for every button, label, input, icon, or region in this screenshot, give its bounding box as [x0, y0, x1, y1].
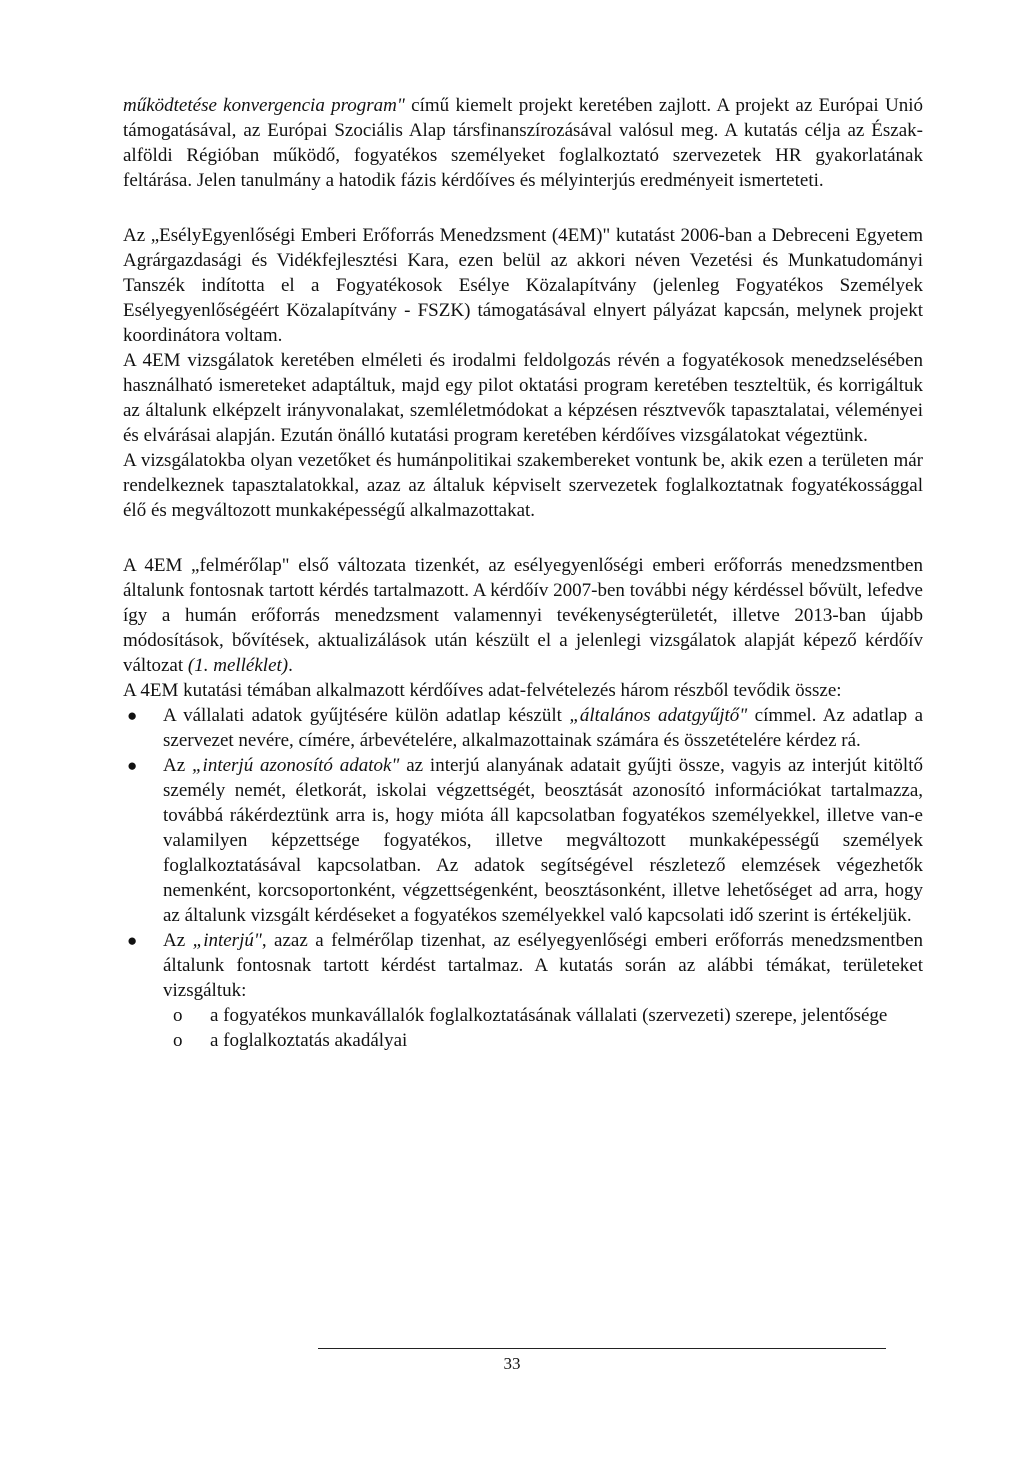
paragraph-data-collection-intro: A 4EM kutatási témában alkalmazott kérdőíves adat-felvételezés három részből tevődik össze: — [123, 680, 842, 701]
list-item-text: Az — [163, 755, 192, 776]
italic-program-name: működtetése konvergencia program" — [123, 95, 405, 116]
paragraph-text: A 4EM „felmérőlap" első változata tizenkét, az esélyegyenlőségi emberi erőforrás menedzsmentben általunk fontosnak tartott kérdés tartalmazott. A kérdőív 2007-ben további négy kérdéssel bővült, lefedve így a humán erőforrás menedzsment valamennyi tevékenységterületét, illetve 2013-ban újabb módosítások, bővítések, aktualizálások után készült el a jelenlegi vizsgálatok alapját képező kérdőív változat — [123, 555, 923, 676]
circle-bullet-icon: o — [173, 1030, 183, 1051]
page-body — [123, 93, 923, 1053]
list-item-italic: „általános adatgyűjtő" — [569, 705, 748, 726]
bullet-list — [123, 703, 923, 1003]
footer-divider — [318, 1348, 886, 1349]
list-item-text: az interjú alanyának adatait gyűjti össze, vagyis az interjút kitöltő személy nemét, életkorát, iskolai végzettségét, beosztását azonosító információkat tartalmazza, továbbá rákérdeztünk arra is, hogy mióta áll kapcsolatban fogyatékos személyekkel, illetve van-e valamilyen képzettsége fogyatékos, illetve megváltozott munkaképességű személyek foglalkoztatásával kapcsolatban. Az adatok segítségével részletező elemzések végezhetők nemenként, korcsoportonként, végzettségenként, beosztásonként, illetve lehetőséget ad arra, hogy az általunk vizsgált kérdéseket a fogyatékos személyekkel való kapcsolati idő szerint is értékeljük. — [163, 755, 923, 926]
list-item-italic: „interjú azonosító adatok" — [191, 755, 400, 776]
bullet-icon: ● — [127, 706, 138, 725]
sub-list-item — [123, 1003, 923, 1028]
paragraph-4em-research-history: Az „EsélyEgyenlőségi Emberi Erőforrás Menedzsment (4EM)" kutatást 2006-ban a Debreceni Egyetem Agrárgazdasági és Vidékfejlesztési Kara, ezen belül az akkori néven Vezetési és Munkatudományi Tanszék indította el a Fogyatékosok Esélye Közalapítvány (jelenleg Fogyatékos Személyek Esélyegyenlőségéért Közalapítvány - FSZK) támogatásával elnyert pályázat kapcsán, melynek projekt koordinátora voltam. — [123, 225, 923, 346]
bullet-icon: ● — [127, 756, 138, 775]
paragraph-project-context — [123, 93, 923, 193]
list-item — [123, 753, 923, 928]
paragraph-participants: A vizsgálatokba olyan vezetőket és humánpolitikai szakembereket vontunk be, akik ezen a területen már rendelkeznek tapasztalatokkal, azaz az általuk képviselt szervezetek foglalkoztatnak fogyatékossággal élő és megváltozott munkaképességű alkalmazottakat. — [123, 450, 923, 521]
list-item-text: , azaz a felmérőlap tizenhat, az esélyegyenlőségi emberi erőforrás menedzsmentben általunk fontosnak tartott kérdést tartalmaz. A kutatás során az alábbi témákat, területeket vizsgáltuk: — [163, 930, 923, 1001]
paragraph-questionnaire-versions — [123, 553, 923, 678]
sub-list-item-text: a fogyatékos munkavállalók foglalkoztatásának vállalati (szervezeti) szerepe, jelentősége — [210, 1005, 888, 1026]
list-item — [123, 928, 923, 1003]
bullet-icon: ● — [127, 931, 138, 950]
sub-list-item-text: a foglalkoztatás akadályai — [210, 1030, 408, 1051]
list-item-italic: „interjú" — [192, 930, 262, 951]
italic-appendix-reference: (1. melléklet) — [187, 655, 289, 676]
paragraph-end: . — [288, 655, 293, 676]
paragraph-4em-studies: A 4EM vizsgálatok keretében elméleti és irodalmi feldolgozás révén a fogyatékosok menedzselésében használható ismereteket adaptáltuk, majd egy pilot oktatási program keretében teszteltük, és korrigáltuk az általunk elképzelt irányvonalakat, szemléletmódokat a képzésen résztvevők tapasztalatai, véleményei és elvárásai alapján. Ezután önálló kutatási program keretében kérdőíves vizsgálatokat végeztünk. — [123, 350, 923, 446]
list-item — [123, 703, 923, 753]
list-item-text: címmel. Az adatlap a szervezet nevére, címére, árbevételére, alkalmazottainak számára és összetételére kérdez rá. — [163, 705, 923, 751]
sub-list-item — [123, 1028, 923, 1053]
page-number: 33 — [503, 1354, 521, 1373]
list-item-text: Az — [163, 930, 193, 951]
circle-bullet-icon: o — [173, 1005, 183, 1026]
sub-list — [123, 1003, 923, 1053]
list-item-text: A vállalati adatok gyűjtésére külön adatlap készült — [163, 705, 570, 726]
paragraph-text: című kiemelt projekt keretében zajlott. A projekt az Európai Unió támogatásával, az Európai Szociális Alap társfinanszírozásával valósul meg. A kutatás célja az Észak-alföldi Régióban működő, fogyatékos személyeket foglalkoztató szervezetek HR gyakorlatának feltárása. Jelen tanulmány a hatodik fázis kérdőíves és mélyinterjús eredményeit ismerteteti. — [123, 95, 923, 191]
